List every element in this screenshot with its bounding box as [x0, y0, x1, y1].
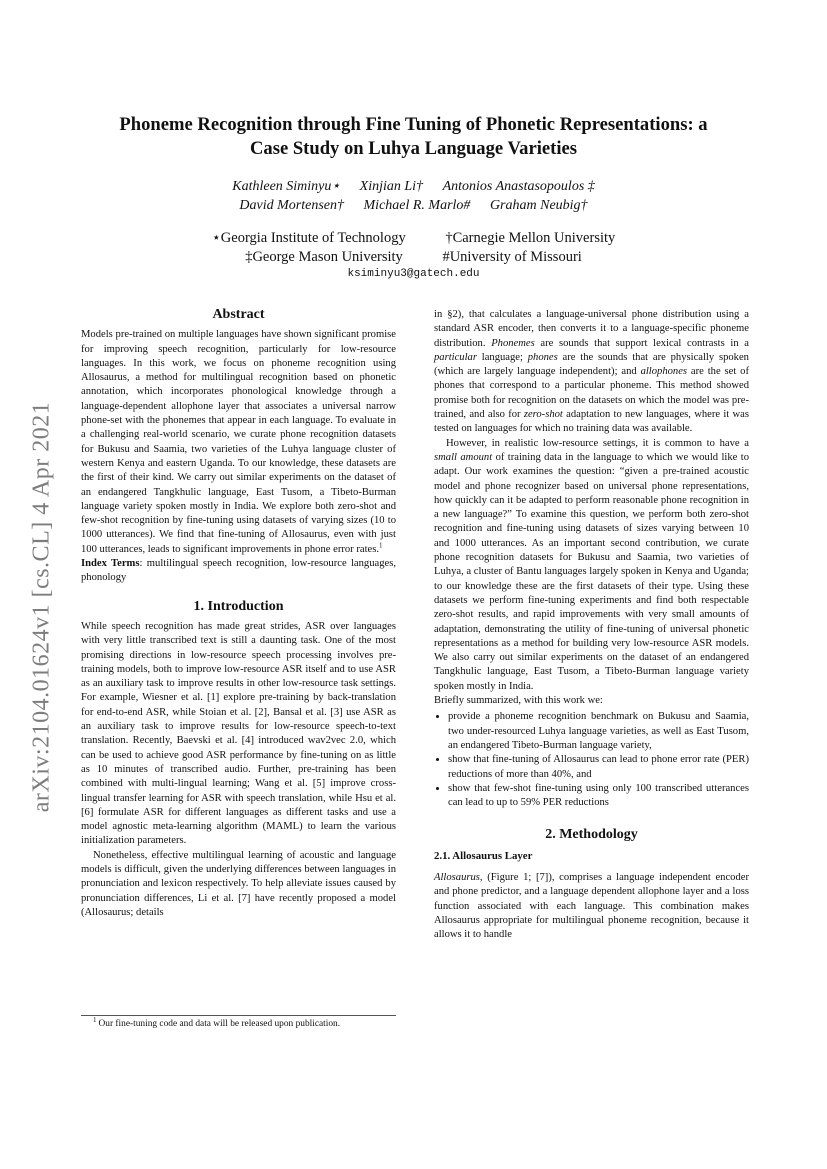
arxiv-identifier: arXiv:2104.01624v1 [cs.CL] 4 Apr 2021	[28, 401, 55, 813]
footnote-number: 1	[93, 1015, 97, 1024]
index-terms-label: Index Terms	[81, 558, 140, 570]
intro-paragraph-2: Nonetheless, effective multilingual learning of acoustic and language models is difficult, given the underlying differences between languages in pronunciation and lexicon respectively. To help alleviate issues caused by pronunciation differences, Li et al. [7] have recently proposed a model (Allosaurus; details	[81, 849, 396, 918]
affiliation: #University of Missouri	[442, 249, 582, 265]
abstract-text: Models pre-trained on multiple languages have shown significant promise for improving speech recognition, particularly for low-resource languages. In this work, we focus on phoneme recognition using Allosaurus, a method for multilingual recognition based on phonetic annotation, which incorporates phonological knowledge through a language-dependent allophone layer that associates a universal narrow phone-set with the phonemes that appear in each language. To evaluate in a challenging real-world scenario, we curate phone recognition datasets for Bukusu and Saamia, two varieties of the Luhya language cluster of western Kenya and eastern Uganda. To our knowledge, these datasets are the first of their kind. We carry out similar experiments on the dataset of an endangered Tangkhulic language, East Tusom, a Tibeto-Burman language variety spoken mostly in India. We explore both zero-shot and few-shot recognition by fine-tuning using datasets of varying sizes (10 to 1000 utterances). We find that fine-tuning of Allosaurus, even with just 100 utterances, leads to significant improvements in phone error rates.$^1$	[81, 329, 396, 555]
affiliation: †Carnegie Mellon University	[445, 230, 616, 246]
affiliations	[80, 229, 747, 267]
footnote	[81, 1015, 396, 1029]
right-paragraph-2: However, in realistic low-resource settings, it is common to have a small amount of training data in the language to which we would like to adapt. Our work examines the question: “given a pre-trained acoustic model and phone recognizer based on universal phone representations, how quickly can it be adapted to perform reasonable phone recognition in a new language?” To examine this question, we perform both zero-shot recognition and fine-tuning using datasets of sizes varying between 10 and 1000 utterances. As an important second contribution, we curate phone recognition datasets for Bukusu and Saamia, two varieties of Luhya, a cluster of Bantu languages largely spoken in Kenya and Uganda; to our knowledge these are the first datasets of their type. Using these datasets we perform fine-tuning experiments and find both respectable zero-shot results, and rapid improvements with very small amounts of adaptation, demonstrating the utility of fine-tuning of universal phonetic representations as a method for building very low-resource ASR models. We also carry out similar experiments on the dataset of an endangered Tangkhulic language, East Tusom, a Tibeto-Burman language variety spoken mostly in India.	[434, 437, 749, 692]
author-name: Antonios Anastasopoulos ‡	[442, 179, 595, 194]
list-item: • show that fine-tuning of Allosaurus can lead to phone error rate (PER) reductions of more than 40%, and	[448, 753, 749, 782]
contribution-list	[434, 710, 749, 810]
methodology-paragraph: Allosaurus, (Figure 1; [7]), comprises a language independent encoder and phone predictor, and a language dependent allophone layer and a loss function associated with each language. This combination makes Allosaurus appropriate for multilingual phoneme recognition, because it allows it to handle	[434, 871, 749, 941]
title-line-1: Phoneme Recognition through Fine Tuning of Phonetic Representations: a	[119, 114, 708, 135]
intro-paragraph-1: While speech recognition has made great strides, ASR over languages with very little transcribed text is still a daunting task. One of the most promising directions in low-resource speech processing involves pre-training models, both to improve low-resource ASR itself and to use ASR as an auxiliary task to improve results in other low-resource task settings. For example, Wiesner et al. [1] explore pre-training by back-translation for end-to-end ASR, while Stoian et al. [2], Bansal et al. [3] use ASR as an auxiliary task to improve results for low-resource speech-to-text translation. Recently, Baevski et al. [4] introduced wav2vec 2.0, which can be used to achieve good ASR performance by fine-tuning on as little as 10 minutes of transcribed audio. Further, pre-training has been combined with multi-lingual learning; Wang et al. [5] improve cross-lingual transfer learning for ASR with speech translation, while Hsu et al. [6] formulate ASR for different languages as different tasks and use a model agnostic meta-learning algorithm (MAML) to learn the various initialization parameters.	[81, 620, 396, 847]
author-name: Xinjian Li†	[359, 179, 424, 194]
author-name: David Mortensen†	[239, 198, 345, 213]
affiliation: ‡George Mason University	[245, 249, 403, 265]
left-column	[81, 308, 396, 920]
introduction-heading: 1. Introduction	[193, 598, 284, 614]
right-column	[434, 308, 749, 942]
affiliation: ⋆Georgia Institute of Technology	[211, 230, 406, 246]
subsection-heading: 2.1. Allosaurus Layer	[434, 849, 533, 862]
summary-intro: Briefly summarized, with this work we:	[434, 695, 603, 707]
title-line-2: Case Study on Luhya Language Varieties	[249, 138, 577, 159]
index-terms: Index Terms: multilingual speech recognition, low-resource languages, phonology	[81, 558, 397, 584]
author-name: Graham Neubig†	[489, 198, 588, 213]
methodology-heading: 2. Methodology	[545, 827, 638, 843]
author-name: Kathleen Siminyu⋆	[232, 179, 341, 194]
list-item: • provide a phoneme recognition benchmark on Bukusu and Saamia, two under-resourced Luhya language varieties, as well as East Tusom, an endangered Tibeto-Burman language variety,	[448, 710, 749, 753]
arxiv-sidebar	[22, 372, 62, 842]
abstract-heading: Abstract	[212, 307, 265, 322]
footnote-marker[interactable]: 1	[379, 541, 383, 550]
list-item: • show that few-shot fine-tuning using only 100 transcribed utterances can lead to up to 59% PER reductions	[448, 782, 749, 811]
author-name: Michael R. Marlo#	[363, 198, 471, 213]
author-list	[80, 177, 747, 215]
contact-email[interactable]: ksiminyu3@gatech.edu	[347, 268, 480, 280]
right-paragraph-1: in §2), that calculates a language-universal phone distribution using a standard ASR encoder, then converts it to a language-specific phoneme distribution. Phonemes are sounds that support lexical contrasts in a particular language; phones are the sounds that are physically spoken (which are largely language independent); and allophones are the set of phones that correspond to a particular phoneme. This method showed promise both for recognition on the datasets on which the model was pre-trained, and also for zero-shot adaptation to new languages, where it was tested on languages for which no training data was available.	[434, 309, 749, 435]
paper-title	[80, 113, 747, 161]
footnote-text: Our fine-tuning code and data will be released upon publication.	[98, 1019, 341, 1029]
